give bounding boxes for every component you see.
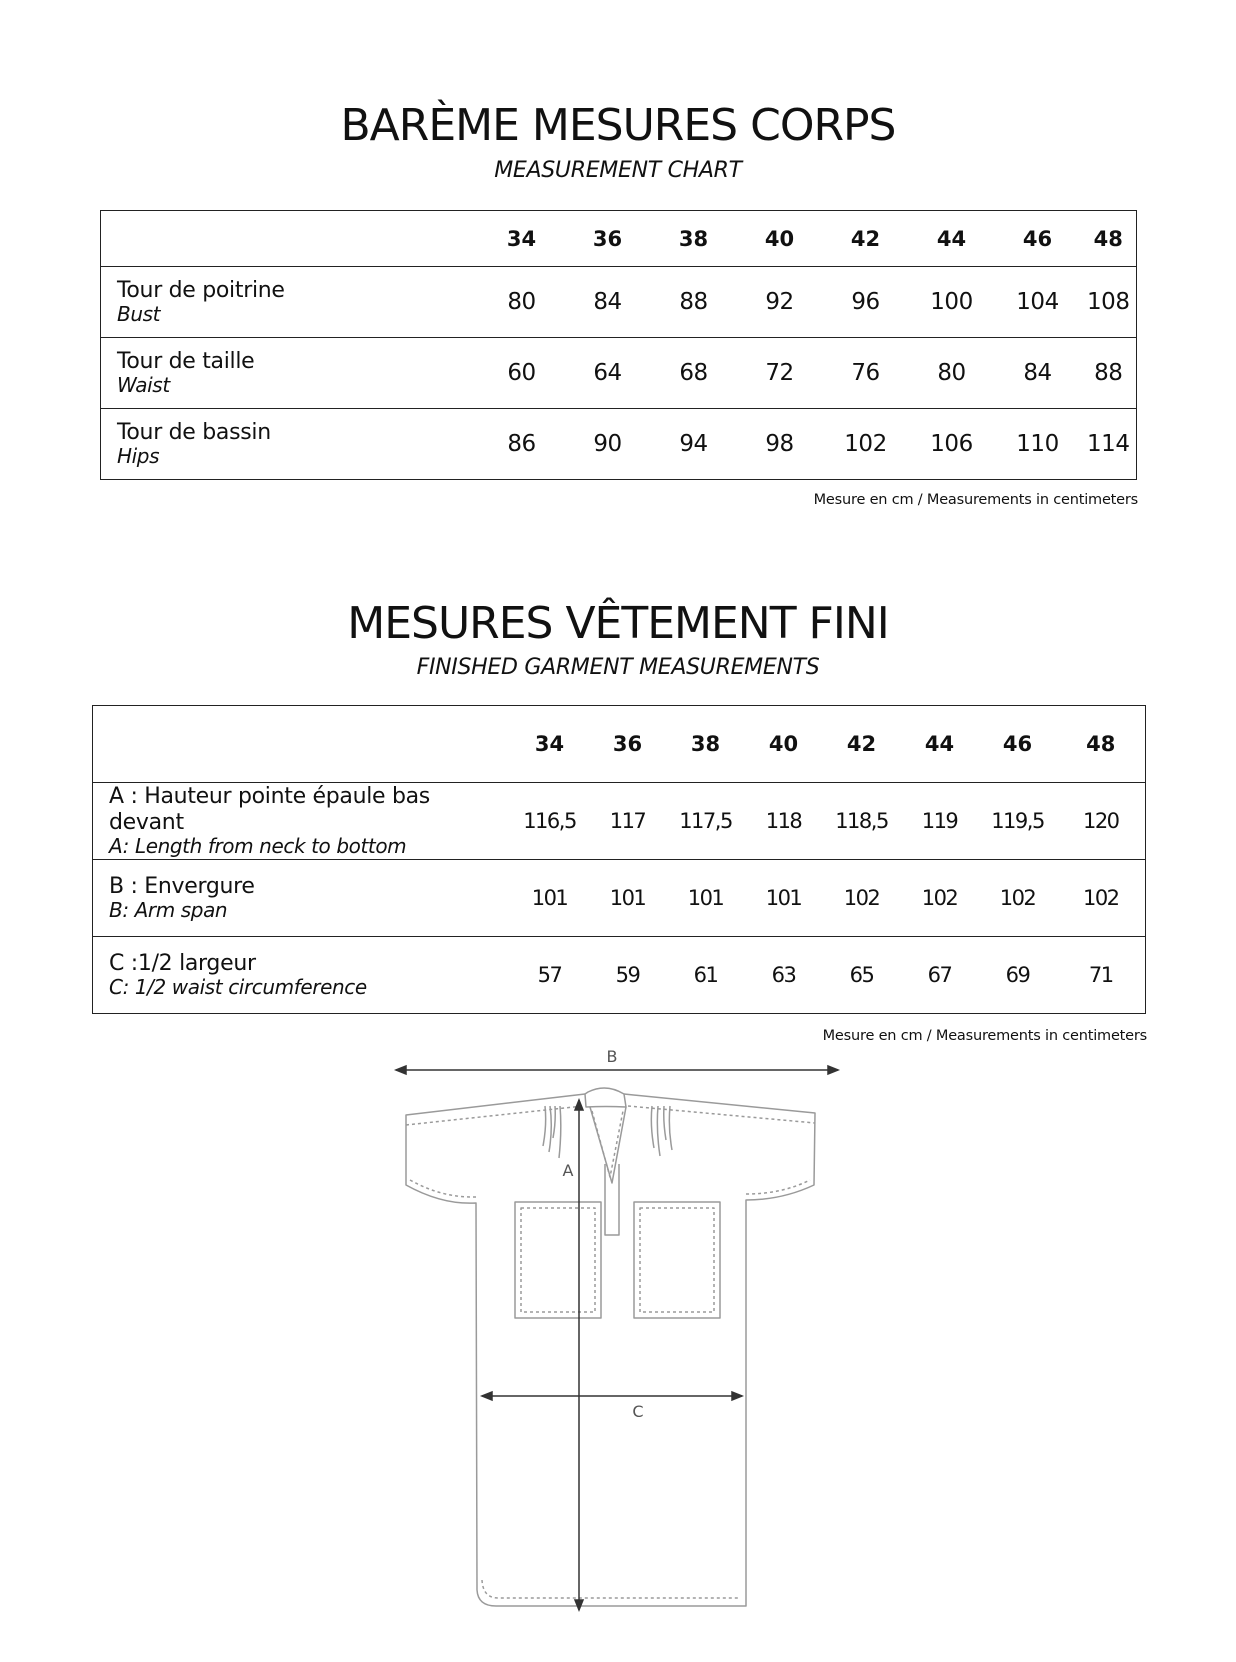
- table-cell: 104: [995, 267, 1081, 338]
- table-row-bust: [101, 267, 1137, 338]
- table-cell: 101: [511, 860, 589, 937]
- table-cell: 80: [479, 267, 565, 338]
- size-header: 44: [936, 226, 967, 251]
- measure-label-c: C: [632, 1402, 644, 1421]
- table-cell: 60: [479, 338, 565, 409]
- placket-tab: [605, 1164, 619, 1235]
- pocket-right: [634, 1202, 720, 1318]
- table-row-arm-span: [93, 860, 1146, 937]
- table-cell: 84: [565, 267, 651, 338]
- measure-label-b: B: [606, 1047, 618, 1066]
- row-label-en: Bust: [117, 302, 161, 327]
- row-label-fr: C :1/2 largeur: [109, 950, 256, 976]
- gathers-left: [543, 1106, 561, 1158]
- size-header: 48: [1086, 732, 1116, 756]
- row-label-fr: Tour de taille: [117, 348, 255, 374]
- table-cell: 101: [667, 860, 745, 937]
- body-measurement-table: [100, 210, 1137, 480]
- body-chart-subtitle: MEASUREMENT CHART: [494, 158, 742, 183]
- table-header-empty: [93, 706, 511, 783]
- row-label-en: Hips: [117, 444, 160, 469]
- table-cell: 117: [589, 783, 667, 860]
- row-label: [93, 783, 511, 860]
- size-header: 36: [612, 732, 643, 756]
- garment-flat-drawing: [390, 1040, 850, 1645]
- table-header-empty: [101, 211, 479, 267]
- table-cell: 92: [737, 267, 823, 338]
- row-label: [93, 937, 511, 1014]
- table-cell: 116,5: [511, 783, 589, 860]
- size-header: 46: [1022, 226, 1053, 251]
- row-label-fr: Tour de bassin: [117, 419, 271, 445]
- table-cell: 101: [589, 860, 667, 937]
- table-cell: 64: [565, 338, 651, 409]
- row-label-en: B: Arm span: [109, 898, 228, 923]
- pocket-left: [515, 1202, 601, 1318]
- row-label: [101, 338, 479, 409]
- table-cell: 68: [651, 338, 737, 409]
- table-row-half-width: [93, 937, 1146, 1014]
- table-cell: 118,5: [823, 783, 901, 860]
- size-header: 42: [850, 226, 881, 251]
- row-label-fr: A : Hauteur pointe épaule bas devant: [109, 784, 430, 835]
- row-label-fr: B : Envergure: [109, 873, 255, 899]
- size-header: 44: [924, 732, 955, 756]
- table-cell: 114: [1081, 409, 1137, 480]
- table-cell: 118: [745, 783, 823, 860]
- table-row-length: [93, 783, 1146, 860]
- garment-chart-subtitle: FINISHED GARMENT MEASUREMENTS: [416, 655, 820, 680]
- units-note: Mesure en cm / Measurements in centimeters: [822, 1028, 1147, 1044]
- table-row-hips: [101, 409, 1137, 480]
- table-cell: 110: [995, 409, 1081, 480]
- size-header: 40: [764, 226, 795, 251]
- size-header: 42: [846, 732, 877, 756]
- table-cell: 102: [823, 409, 909, 480]
- table-cell: 61: [667, 937, 745, 1014]
- table-cell: 59: [589, 937, 667, 1014]
- table-cell: 80: [909, 338, 995, 409]
- row-label-en: C: 1/2 waist circumference: [109, 975, 367, 1000]
- size-header: 38: [690, 732, 721, 756]
- table-header-row: [101, 211, 1137, 267]
- row-label-en: Waist: [117, 373, 170, 398]
- body-chart-title: BARÈME MESURES CORPS: [340, 100, 896, 151]
- table-cell: 57: [511, 937, 589, 1014]
- row-label-fr: Tour de poitrine: [117, 277, 285, 303]
- row-label: [101, 409, 479, 480]
- size-header: 48: [1093, 226, 1123, 251]
- table-cell: 102: [823, 860, 901, 937]
- gathers-right: [651, 1106, 672, 1156]
- table-cell: 102: [901, 860, 979, 937]
- collar: [585, 1088, 626, 1107]
- table-cell: 71: [1057, 937, 1146, 1014]
- table-cell: 100: [909, 267, 995, 338]
- table-cell: 84: [995, 338, 1081, 409]
- table-cell: 120: [1057, 783, 1146, 860]
- table-cell: 96: [823, 267, 909, 338]
- measure-label-a: A: [562, 1161, 574, 1180]
- table-cell: 86: [479, 409, 565, 480]
- row-label-en: A: Length from neck to bottom: [109, 833, 407, 858]
- table-cell: 106: [909, 409, 995, 480]
- table-cell: 69: [979, 937, 1057, 1014]
- row-label: [93, 860, 511, 937]
- row-label: [101, 267, 479, 338]
- table-cell: 67: [901, 937, 979, 1014]
- table-cell: 108: [1081, 267, 1137, 338]
- table-header-row: [93, 706, 1146, 783]
- table-cell: 119,5: [979, 783, 1057, 860]
- table-cell: 65: [823, 937, 901, 1014]
- size-header: 46: [1002, 732, 1033, 756]
- table-cell: 94: [651, 409, 737, 480]
- table-cell: 101: [745, 860, 823, 937]
- table-row-waist: [101, 338, 1137, 409]
- units-note: Mesure en cm / Measurements in centimeters: [813, 492, 1138, 508]
- table-cell: 72: [737, 338, 823, 409]
- table-cell: 76: [823, 338, 909, 409]
- table-cell: 102: [979, 860, 1057, 937]
- table-cell: 88: [651, 267, 737, 338]
- table-cell: 98: [737, 409, 823, 480]
- table-cell: 102: [1057, 860, 1146, 937]
- size-header: 40: [768, 732, 799, 756]
- table-cell: 63: [745, 937, 823, 1014]
- table-cell: 88: [1081, 338, 1137, 409]
- garment-chart-title: MESURES VÊTEMENT FINI: [347, 598, 889, 649]
- size-header: 38: [678, 226, 709, 251]
- size-header: 34: [534, 732, 565, 756]
- size-header: 34: [506, 226, 537, 251]
- table-cell: 117,5: [667, 783, 745, 860]
- garment-measurement-table: [92, 705, 1146, 1014]
- table-cell: 90: [565, 409, 651, 480]
- size-header: 36: [592, 226, 623, 251]
- table-cell: 119: [901, 783, 979, 860]
